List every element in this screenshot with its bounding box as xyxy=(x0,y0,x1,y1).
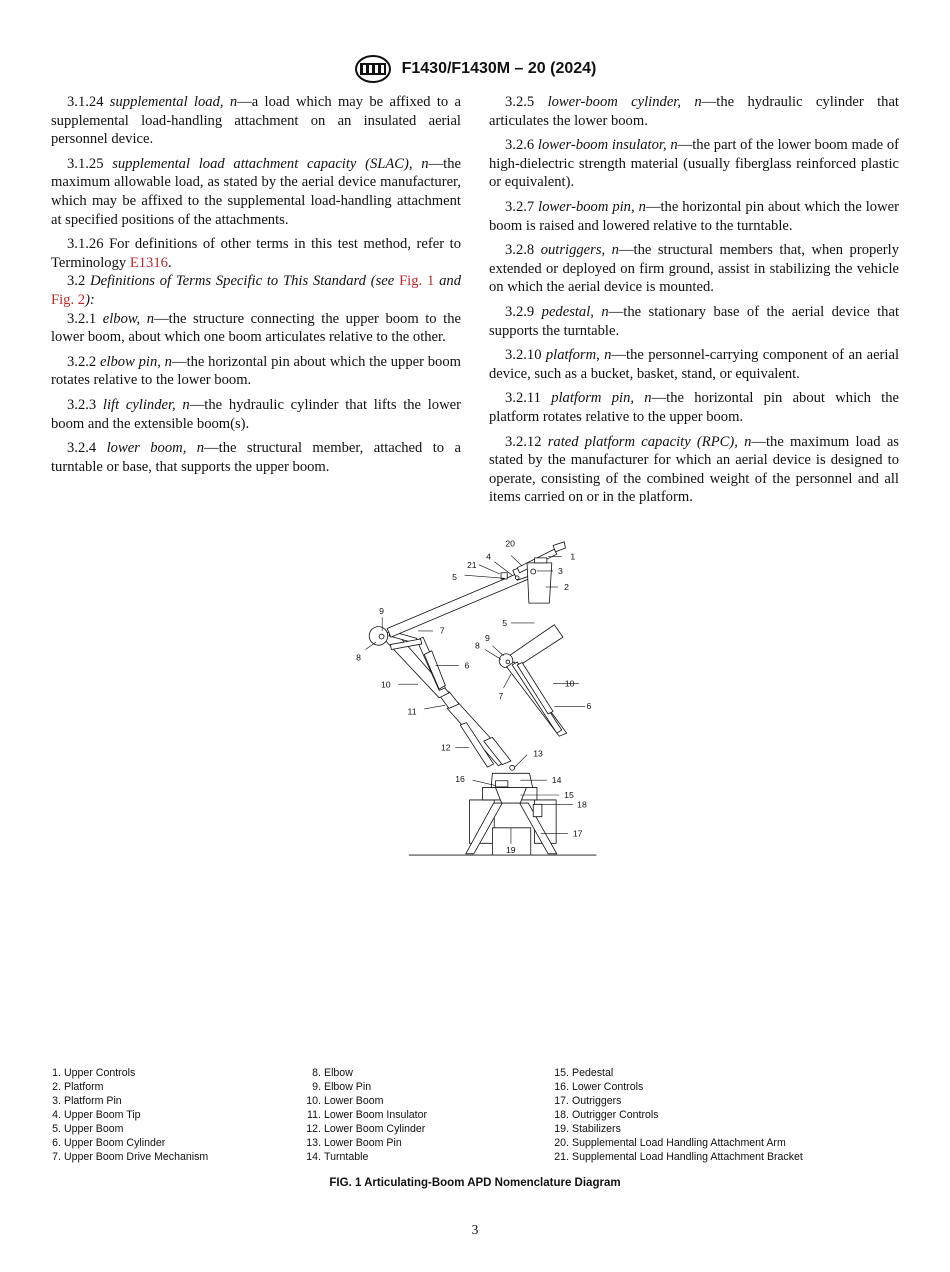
legend-item: 16. Lower Controls xyxy=(554,1081,644,1093)
definition-3-2-9: 3.2.9 pedestal, n—the stationary base of the aerial device that supports the turntable. xyxy=(489,303,900,339)
inset-callout-5: 5 xyxy=(502,618,508,628)
callout-10: 10 xyxy=(380,679,391,690)
legend-item: 5. Upper Boom xyxy=(52,1123,124,1135)
upper-controls xyxy=(534,558,546,563)
definition-3-1-25: 3.1.25 supplemental load attachment capacity (SLAC), n—the maximum allowable load, as stated by the aerial device manufacturer, which may be affixed to the supplemental load-handling attachment at specified positions of the attachments. xyxy=(51,155,461,228)
callout-1: 1 xyxy=(570,551,576,562)
left-text-column xyxy=(51,93,461,482)
inset-elbow-pin xyxy=(506,660,510,664)
callout-11: 11 xyxy=(407,706,417,717)
definition-3-2-6: 3.2.6 lower-boom insulator, n—the part of the lower boom made of high-dielectric strength material (usually fiberglass reinforced plastic or equivalent). xyxy=(489,137,899,191)
definition-3-2-4: 3.2.4 lower boom, n—the structural member, attached to a turntable or base, that supports the upper boom. xyxy=(51,440,461,475)
legend-item: 18. Outrigger Controls xyxy=(554,1109,659,1121)
legend-column-2 xyxy=(300,1066,427,1164)
legend-item: 13. Lower Boom Pin xyxy=(306,1137,402,1149)
definition-3-2-11: 3.2.11 platform pin, n—the horizontal pin about which the platform rotates relative to the upper boom. xyxy=(489,390,899,425)
lower-boom-pin xyxy=(510,765,515,770)
inset-callout-6: 6 xyxy=(586,700,592,711)
callout-3: 3 xyxy=(558,566,563,576)
definition-3-1-26: 3.1.26 For definitions of other terms in this test method, refer to Terminology E1316. xyxy=(51,236,461,271)
definition-3-2-5: 3.2.5 lower-boom cylinder, n—the hydraulic cylinder that articulates the lower boom. xyxy=(489,94,899,129)
document-id: F1430/F1430M – 20 (2024) xyxy=(401,60,597,77)
platform xyxy=(527,563,552,603)
callout-18: 18 xyxy=(577,799,587,810)
legend-item: 19. Stabilizers xyxy=(554,1123,621,1135)
legend-item: 14. Turntable xyxy=(306,1151,369,1163)
definition-3-2-7: 3.2.7 lower-boom pin, n—the horizontal pin about which the lower boom is raised and lowered relative to the turntable. xyxy=(489,198,899,234)
elbow-pin xyxy=(379,634,384,639)
callout-16: 16 xyxy=(455,774,465,784)
definition-3-2-3: 3.2.3 lift cylinder, n—the hydraulic cylinder that lifts the lower boom and the extensible boom(s). xyxy=(51,396,461,432)
legend-column-3 xyxy=(548,1066,803,1164)
callout-14: 14 xyxy=(551,775,562,786)
platform-pin xyxy=(531,569,536,574)
supplemental-arm-end xyxy=(553,542,565,552)
right-text-column xyxy=(489,93,899,513)
legend-item: 11. Lower Boom Insulator xyxy=(307,1109,428,1121)
legend-item: 21. Supplemental Load Handling Attachment Bracket xyxy=(554,1151,803,1163)
legend-item: 17. Outriggers xyxy=(554,1095,622,1107)
lower-controls xyxy=(495,781,507,787)
callout-20: 20 xyxy=(505,538,516,549)
legend-item: 7. Upper Boom Drive Mechanism xyxy=(52,1151,209,1163)
callout-7: 7 xyxy=(439,625,445,636)
elbow xyxy=(369,627,388,646)
callout-17: 17 xyxy=(572,828,583,839)
legend-item: 6. Upper Boom Cylinder xyxy=(52,1137,166,1149)
figure-caption: FIG. 1 Articulating-Boom APD Nomenclature Diagram xyxy=(329,1177,621,1189)
legend-item: 10. Lower Boom xyxy=(306,1095,384,1107)
legend-item: 9. Elbow Pin xyxy=(312,1081,372,1093)
callout-19: 19 xyxy=(506,845,516,856)
page-header xyxy=(0,54,950,84)
definition-3-2-1: 3.2.1 elbow, n—the structure connecting the upper boom to the lower boom, about which one boom articulates relative to the other. xyxy=(51,310,462,346)
legend-item: 1. Upper Controls xyxy=(52,1067,136,1079)
callout-4: 4 xyxy=(486,551,492,562)
aerial-device-drawing xyxy=(260,535,700,860)
astm-logo-icon xyxy=(354,54,392,84)
legend-item: 20. Supplemental Load Handling Attachment Arm xyxy=(554,1137,786,1149)
inset-callout-9: 9 xyxy=(484,632,490,643)
callout-8: 8 xyxy=(356,652,362,663)
inset-callout-10: 10 xyxy=(564,678,575,689)
legend-item: 4. Upper Boom Tip xyxy=(52,1109,141,1121)
section-3-2-heading: 3.2 Definitions of Terms Specific to This Standard (see Fig. 1 and Fig. 2): xyxy=(51,273,461,308)
definition-3-1-24: 3.1.24 supplemental load, n—a load which may be affixed to a supplemental load-handling attachment on an insulated aerial personnel device. xyxy=(51,94,461,148)
callout-6: 6 xyxy=(464,660,470,671)
definition-3-2-10: 3.2.10 platform, n—the personnel-carrying component of an aerial device, such as a bucket, basket, stand, or equivalent. xyxy=(489,347,899,382)
callout-12: 12 xyxy=(441,742,451,753)
legend-item: 2. Platform xyxy=(52,1081,104,1093)
e1316-reference-link[interactable]: E1316 xyxy=(129,254,168,271)
inset-callout-7: 7 xyxy=(498,691,504,702)
callout-13: 13 xyxy=(533,748,543,759)
inset-callout-8: 8 xyxy=(475,640,480,651)
callout-5: 5 xyxy=(452,572,457,583)
definition-3-2-12: 3.2.12 rated platform capacity (RPC), n—the maximum load as stated by the manufacturer for which an aerial device is designed to operate, consisting of the combined weight of the personnel and all items carried on or in the platform. xyxy=(489,433,899,506)
legend-item: 12. Lower Boom Cylinder xyxy=(306,1123,426,1135)
legend-item: 3. Platform Pin xyxy=(52,1095,122,1107)
outrigger-controls xyxy=(533,804,542,816)
page-number: 3 xyxy=(471,1222,479,1237)
callout-15: 15 xyxy=(564,790,574,801)
definition-3-2-2: 3.2.2 elbow pin, n—the horizontal pin about which the upper boom rotates relative to the lower boom. xyxy=(51,353,461,389)
callout-2: 2 xyxy=(564,582,570,593)
definition-3-2-8: 3.2.8 outriggers, n—the structural members that, when properly extended or deployed on firm ground, assist in stabilizing the vehicle on which the aerial device is mounted. xyxy=(489,242,899,296)
legend-item: 15. Pedestal xyxy=(554,1067,614,1079)
fig-1-reference-link[interactable]: Fig. 1 xyxy=(399,273,435,290)
callout-21: 21 xyxy=(467,559,477,570)
legend-item: 8. Elbow xyxy=(312,1067,353,1079)
fig-2-reference-link[interactable]: Fig. 2 xyxy=(51,291,86,308)
legend-column-1 xyxy=(40,1066,208,1164)
inset-cylinder-1 xyxy=(512,662,562,733)
callout-9: 9 xyxy=(379,606,384,617)
